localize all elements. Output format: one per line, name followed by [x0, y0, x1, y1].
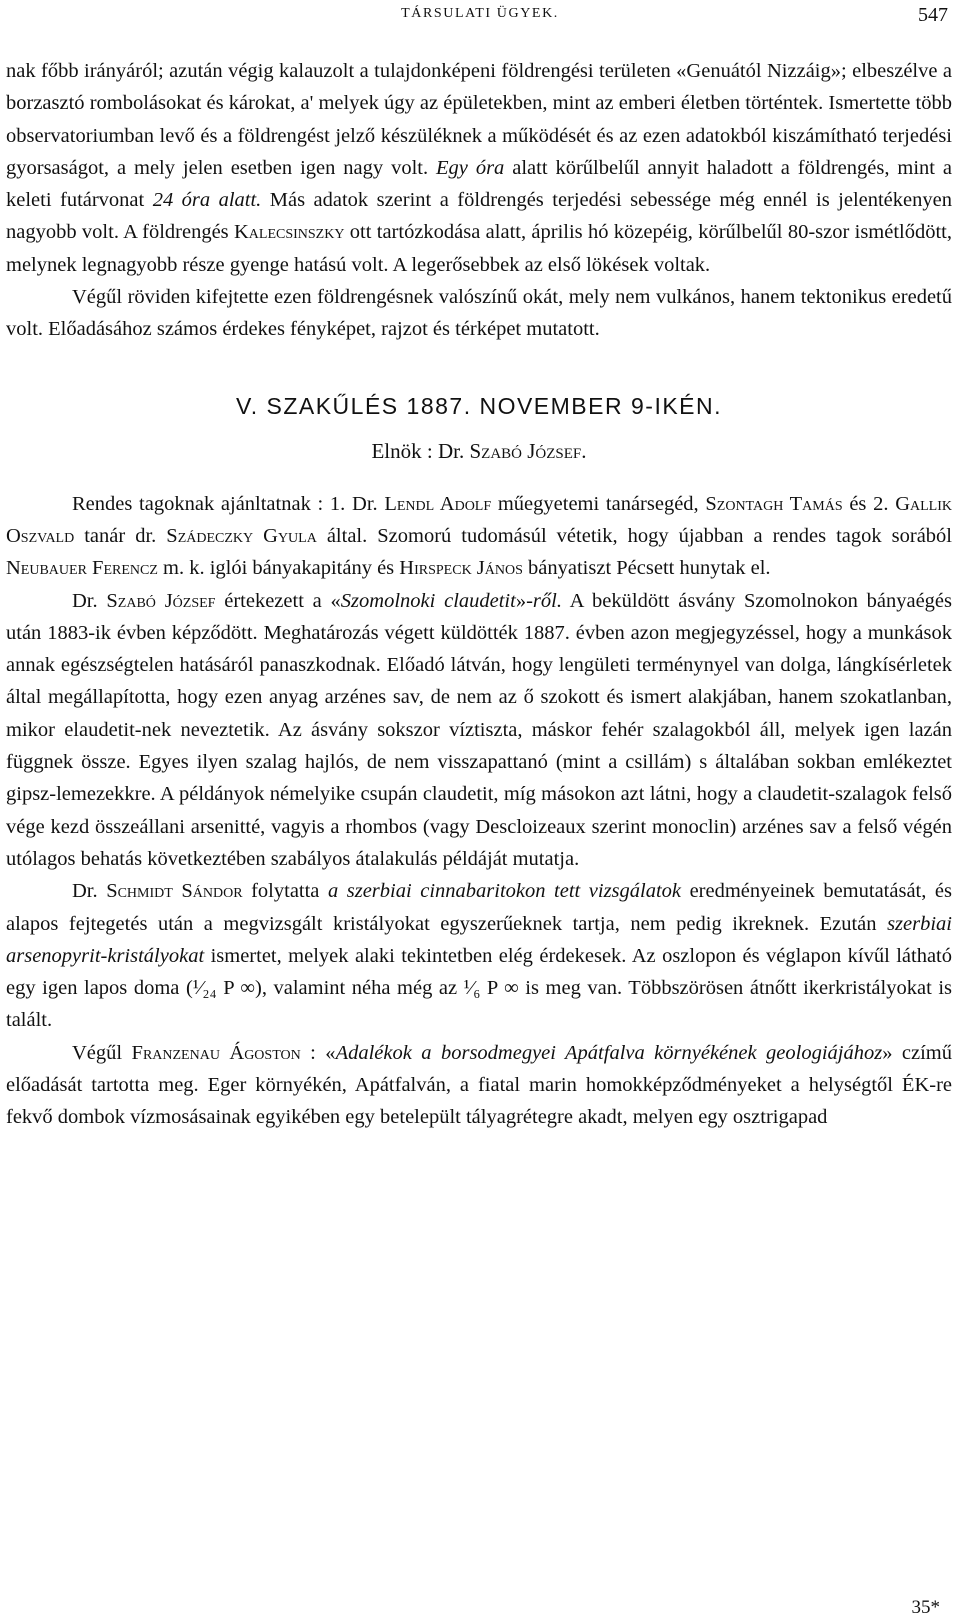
text-run: Végűl röviden kifejtette ezen földrengésnek valószínű okát, mely nem vulkános, hanem tektonikus eredetű volt. Előadásához számos érdekes fényképet, rajzot és térképet mutatott. [6, 286, 952, 341]
paragraph-claudetit [6, 585, 952, 876]
person-name: Szádeczky Gyula [166, 524, 317, 547]
text-run: által. Szomorú tudomásúl vétetik, hogy újabban a rendes tagok sorából [316, 524, 952, 547]
paragraph-franzenau [6, 1037, 952, 1134]
text-run: tanár dr. [74, 524, 167, 547]
text-run: ott tartózkodása alatt, április hó közepéig, körűlbelűl 80-szor ismétlődött, melynek legnagyobb része gyenge hatású volt. A legerősebbek az első lökések voltak. [6, 221, 952, 276]
running-head [0, 4, 960, 24]
chair-name: Szabó József. [469, 438, 587, 463]
text-run: értekezett a « [215, 589, 341, 612]
person-name: Gallik Oszvald [6, 492, 952, 547]
text-run: nak főbb irányáról; azután végig kalauzolt a tulajdonképeni földrengési területen «Genuától Nizzáig»; elbeszélve a borzasztó rombolásokat és károkat, a' melyek úgy az épületekben, mint az emberi életben történtek. Ismertette több observatoriumban levő és a földrengést jelző készüléknek a működését és az ezen adatokból kiszámítható terjedési gyorsaságot, a mely jelen esetben igen nagy volt. [6, 60, 952, 179]
text-run: : « [300, 1041, 336, 1064]
person-name: Szontagh Tamás [705, 492, 843, 515]
text-run: Dr. [72, 589, 107, 612]
person-name: Neubauer Ferencz [6, 557, 158, 580]
italic-run: Adalékok a borsodmegyei Apátfalva környékének geologiájához [335, 1041, 883, 1064]
paragraph-earthquake-report [6, 55, 952, 281]
text-run: eredményeinek bemutatását, és alapos fejtegetés után a megvizsgált kristályokat egyszerűeknek tartja, nem pedig ikreknek. Ezután [6, 880, 952, 935]
text-run: Más adatok szerint a földrengés terjedési sebessége még ennél is jelentékenyen nagyobb volt. A földrengés [6, 189, 952, 244]
chair-line [6, 434, 952, 468]
paragraph-membership [6, 488, 952, 585]
person-name: Franzenau Ágoston [131, 1041, 301, 1064]
text-run: m. k. iglói bányakapitány és [157, 557, 400, 580]
paragraph-cinnabarite [6, 875, 952, 1036]
text-run: Végűl [72, 1041, 132, 1064]
section-heading: V. SZAKŰLÉS 1887. NOVEMBER 9-IKÉN. [235, 392, 723, 419]
italic-run: ről. [532, 589, 562, 612]
text-run: »- [515, 589, 533, 612]
text-run: folytatta [242, 880, 328, 903]
text-run: és 2. [842, 492, 896, 515]
person-name: Schmidt Sándor [106, 880, 243, 903]
body-text [6, 55, 952, 1134]
running-title: TÁRSULATI ÜGYEK. [401, 6, 559, 21]
italic-run: szerbiai arsenopyrit-kristályokat [6, 912, 952, 967]
text-run: műegyetemi tanársegéd, [491, 492, 706, 515]
text-run: alatt körűlbelűl annyit haladott a földrengés, mint a keleti futárvonat [6, 156, 952, 212]
text-run: Dr. [72, 880, 107, 903]
text-run: » czímű előadását tartotta meg. Eger környékén, Apátfalván, a fiatal marin homokképződményeket a helységtől ÉK-re fekvő dombok vízmosásainak egyikében egy betelepült tályagrétegre akadt, melyen egy osztrigapad [6, 1041, 952, 1129]
italic-run: Szomolnoki claudetit [340, 589, 516, 612]
person-name: Lendl Adolf [384, 492, 492, 515]
italic-run: a szerbiai cinnabaritokon tett vizsgálatok [327, 880, 682, 903]
text-run: Rendes tagoknak ajánltatnak : 1. Dr. [72, 492, 385, 515]
text-run: bányatiszt Pécsett hunytak el. [522, 557, 771, 580]
page-number: 547 [918, 4, 948, 26]
chair-label: Elnök : Dr. [371, 438, 470, 463]
paragraph-conclusion [6, 281, 952, 346]
person-name: Szabó József [106, 589, 216, 612]
person-name: Hirspeck János [399, 557, 523, 580]
text-run: ismertet, melyek alaki tekintetben elég érdekesek. Az oszlopon és véglapon kívűl látható egy igen lapos doma (¹⁄₂₄ P ∞), valamint néha még az ¹⁄₆ P ∞ is meg van. Többszörösen átnőtt ikerkristályokat is talált. [6, 944, 952, 1032]
italic-run: Egy óra [436, 156, 505, 179]
person-name: Kalecsinszky [233, 221, 345, 244]
signature-mark: 35* [911, 1597, 940, 1618]
italic-run: 24 óra alatt. [152, 189, 262, 212]
text-run: A beküldött ásvány Szomolnokon bányaégés után 1883-ik évben képződött. Meghatározás végett küldötték 1887. évben azon megjegyzéssel, hogy a munkások annak egészségtelen hatásáról panaszkodnak. Előadó látván, hogy lengületi terménynyel van dolga, lángkísérletek által megállapította, hogy ezen anyag arzénes sav, de nem az ő szokott és ismert alakjában, hanem szokatlanban, mikor elaudetit-nek neveztetik. Az ásvány sokszor víztiszta, máskor fehér szalagokból áll, melyek igen lazán függnek össze. Egyes ilyen szalag hajlós, de nem visszapattanó (mint a csillám) s általában sokban emlékeztet gipsz-lemezekkre. A példányok némelyike csupán claudetit, míg másokon azt látni, hogy a claudetit-szalagok felső vége kezd összeállani arsenitté, vagyis a rhombos (vagy Descloizeaux szerint monoclin) arzénes sav a felső végén utólagos behatás következtében szabályos átalakulás példáját mutatja. [6, 589, 953, 870]
